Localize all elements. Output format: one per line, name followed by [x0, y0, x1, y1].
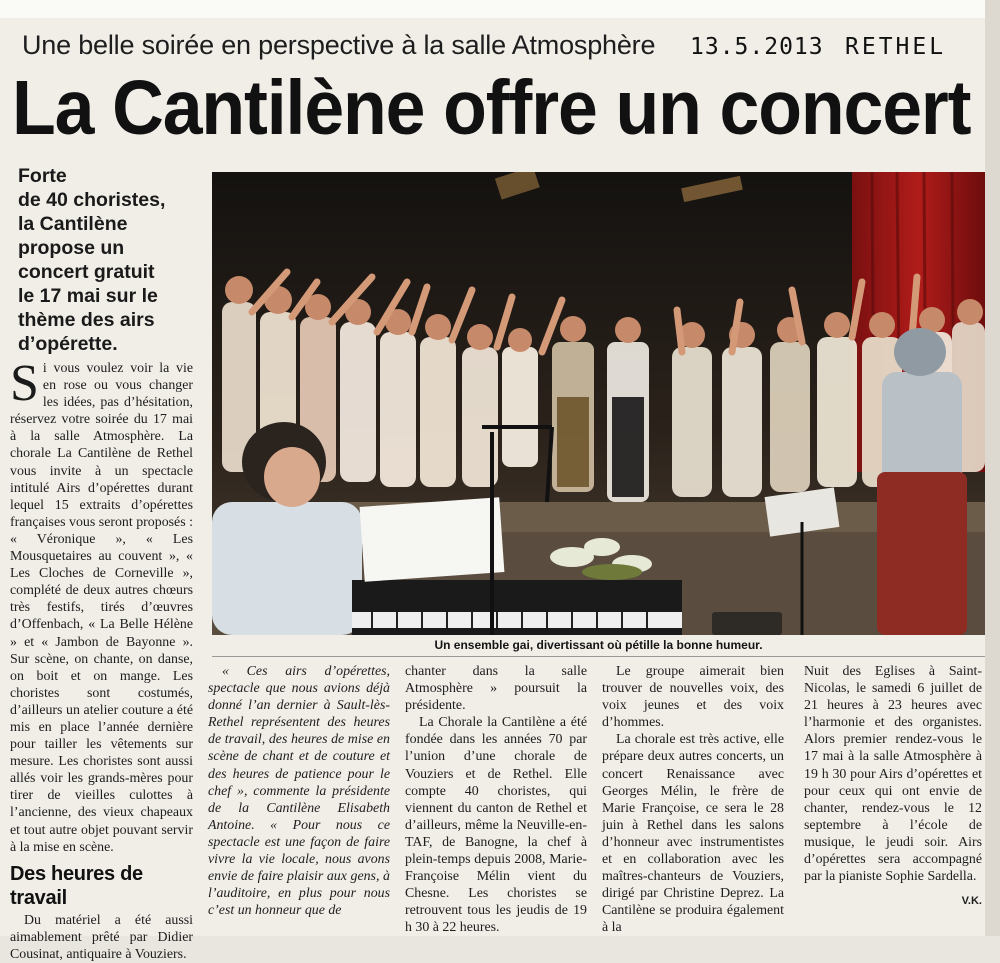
- text-column-3: [405, 663, 587, 937]
- text-column-2: [208, 663, 390, 919]
- divider: [212, 656, 985, 657]
- text-column-1: [10, 355, 193, 963]
- section-subhead: Des heures de travail: [10, 862, 143, 909]
- scan-margin-right: [985, 0, 1000, 936]
- concert-photo: [212, 172, 985, 635]
- paragraph: Du matériel a été aussi aimablement prêté par Didier Cousinat, antiquaire à Vouziers.: [10, 912, 193, 962]
- paragraph: La Chorale la Cantilène a été fondée dans les années 70 par l’union d’une chorale de Vouziers et de Rethel. Elle compte 40 choristes, qui viennent du canton de Rethel et d’ailleurs, même la Neuville-en-TAF, de Banogne, la chef à plein-temps depuis 2008, Marie-Françoise Mélin vient du Chesne. Les choristes se retrouvent tous les jeudis de 19 h 30 à 22 heures.: [405, 715, 587, 936]
- text-column-5: [804, 663, 982, 910]
- handwritten-city: RETHEL: [845, 34, 947, 60]
- paragraph: [10, 355, 193, 856]
- choir-on-stage-image: [212, 172, 985, 635]
- article-kicker: Une belle soirée en perspective à la salle Atmosphère: [22, 30, 656, 60]
- paragraph: Nuit des Eglises à Saint-Nicolas, le samedi 6 juillet de 21 heures à 23 heures avec l’harmonie et des organistes. Alors premier rendez-vous le 17 mai à la salle Atmosphère à 19 h 30 pour Airs d’opérettes et pour ceux qui ont envie de chanter, rendez-vous le 12 septembre à l’école de musique, le jeudi soir. Airs d’opérettes sera accompagné par la pianiste Sophie Sardella.: [804, 664, 982, 885]
- author-signature: V.K.: [961, 895, 982, 908]
- scan-margin-top: [0, 0, 1000, 18]
- drop-cap: S: [10, 355, 39, 412]
- paragraph: chanter dans la salle Atmosphère » poursuit la présidente.: [405, 664, 587, 714]
- paragraph-text: i vous voulez voir la vie en rose ou vous changer les idées, pas d’hésitation, réservez votre soirée du 17 mai à la salle Atmosphère. La chorale La Cantilène de Rethel vous invite à un spectacle intitulé Airs d’opérettes durant lequel 15 extraits d’opérettes françaises vous seront proposés : « Véronique », « Les Mousquetaires au couvent », « Les Cloches de Corneville », complété de deux autres chœurs très festifs, tirés d’œuvres d’Offenbach, « La Belle Hélène » et « Jambon de Bayonne ». Sur scène, on chante, on danse, on boit et on mange. Les choristes sont costumés, d’ailleurs un atelier couture a été mis en place l’année dernière pour tailler les vêtements sur mesure. Les choristes sont aussi allés voir les grands-mères pour tirer de vieilles culottes à l’ancienne, des vieux chapeaux et tout autre objet pouvant servir à la mise en scène.: [10, 361, 193, 855]
- article-lede: Forte de 40 choristes, la Cantilène propose un concert gratuit le 17 mai sur le thème des airs d’opérette.: [18, 165, 166, 355]
- photo-caption: Un ensemble gai, divertissant où pétille la bonne humeur.: [434, 638, 763, 652]
- paragraph: La chorale est très active, elle prépare deux autres concerts, un concert Renaissance avec Georges Mélin, le frère de Marie Françoise, ce sera le 28 juin à Rethel dans les salons d’honneur avec instrumentistes et en collaboration avec les maîtres-chanteurs de Vouziers, dirigé par Christine Deprez. La Cantilène se produira également à la: [602, 732, 784, 936]
- paragraph: « Ces airs d’opérettes, spectacle que nous avions déjà donné l’an dernier à Sault-lès-Rethel représentent des heures de travail, des heures de mise en scène de chant et de couture et des heures de patience pour le chef », commente la présidente de la Cantilène Elisabeth Antoine. « Pour nous ce spectacle est une façon de faire vivre la vie locale, nous avons envie de faire plaisir aux gens, à l’auditoire, en plus pour nous c’est un honneur que de: [208, 664, 390, 919]
- article-headline: La Cantilène offre un concert: [12, 65, 971, 151]
- handwritten-date: 13.5.2013: [690, 34, 824, 60]
- paragraph: Le groupe aimerait bien trouver de nouvelles voix, des voix jeunes et des voix d’hommes.: [602, 664, 784, 731]
- text-column-4: [602, 663, 784, 937]
